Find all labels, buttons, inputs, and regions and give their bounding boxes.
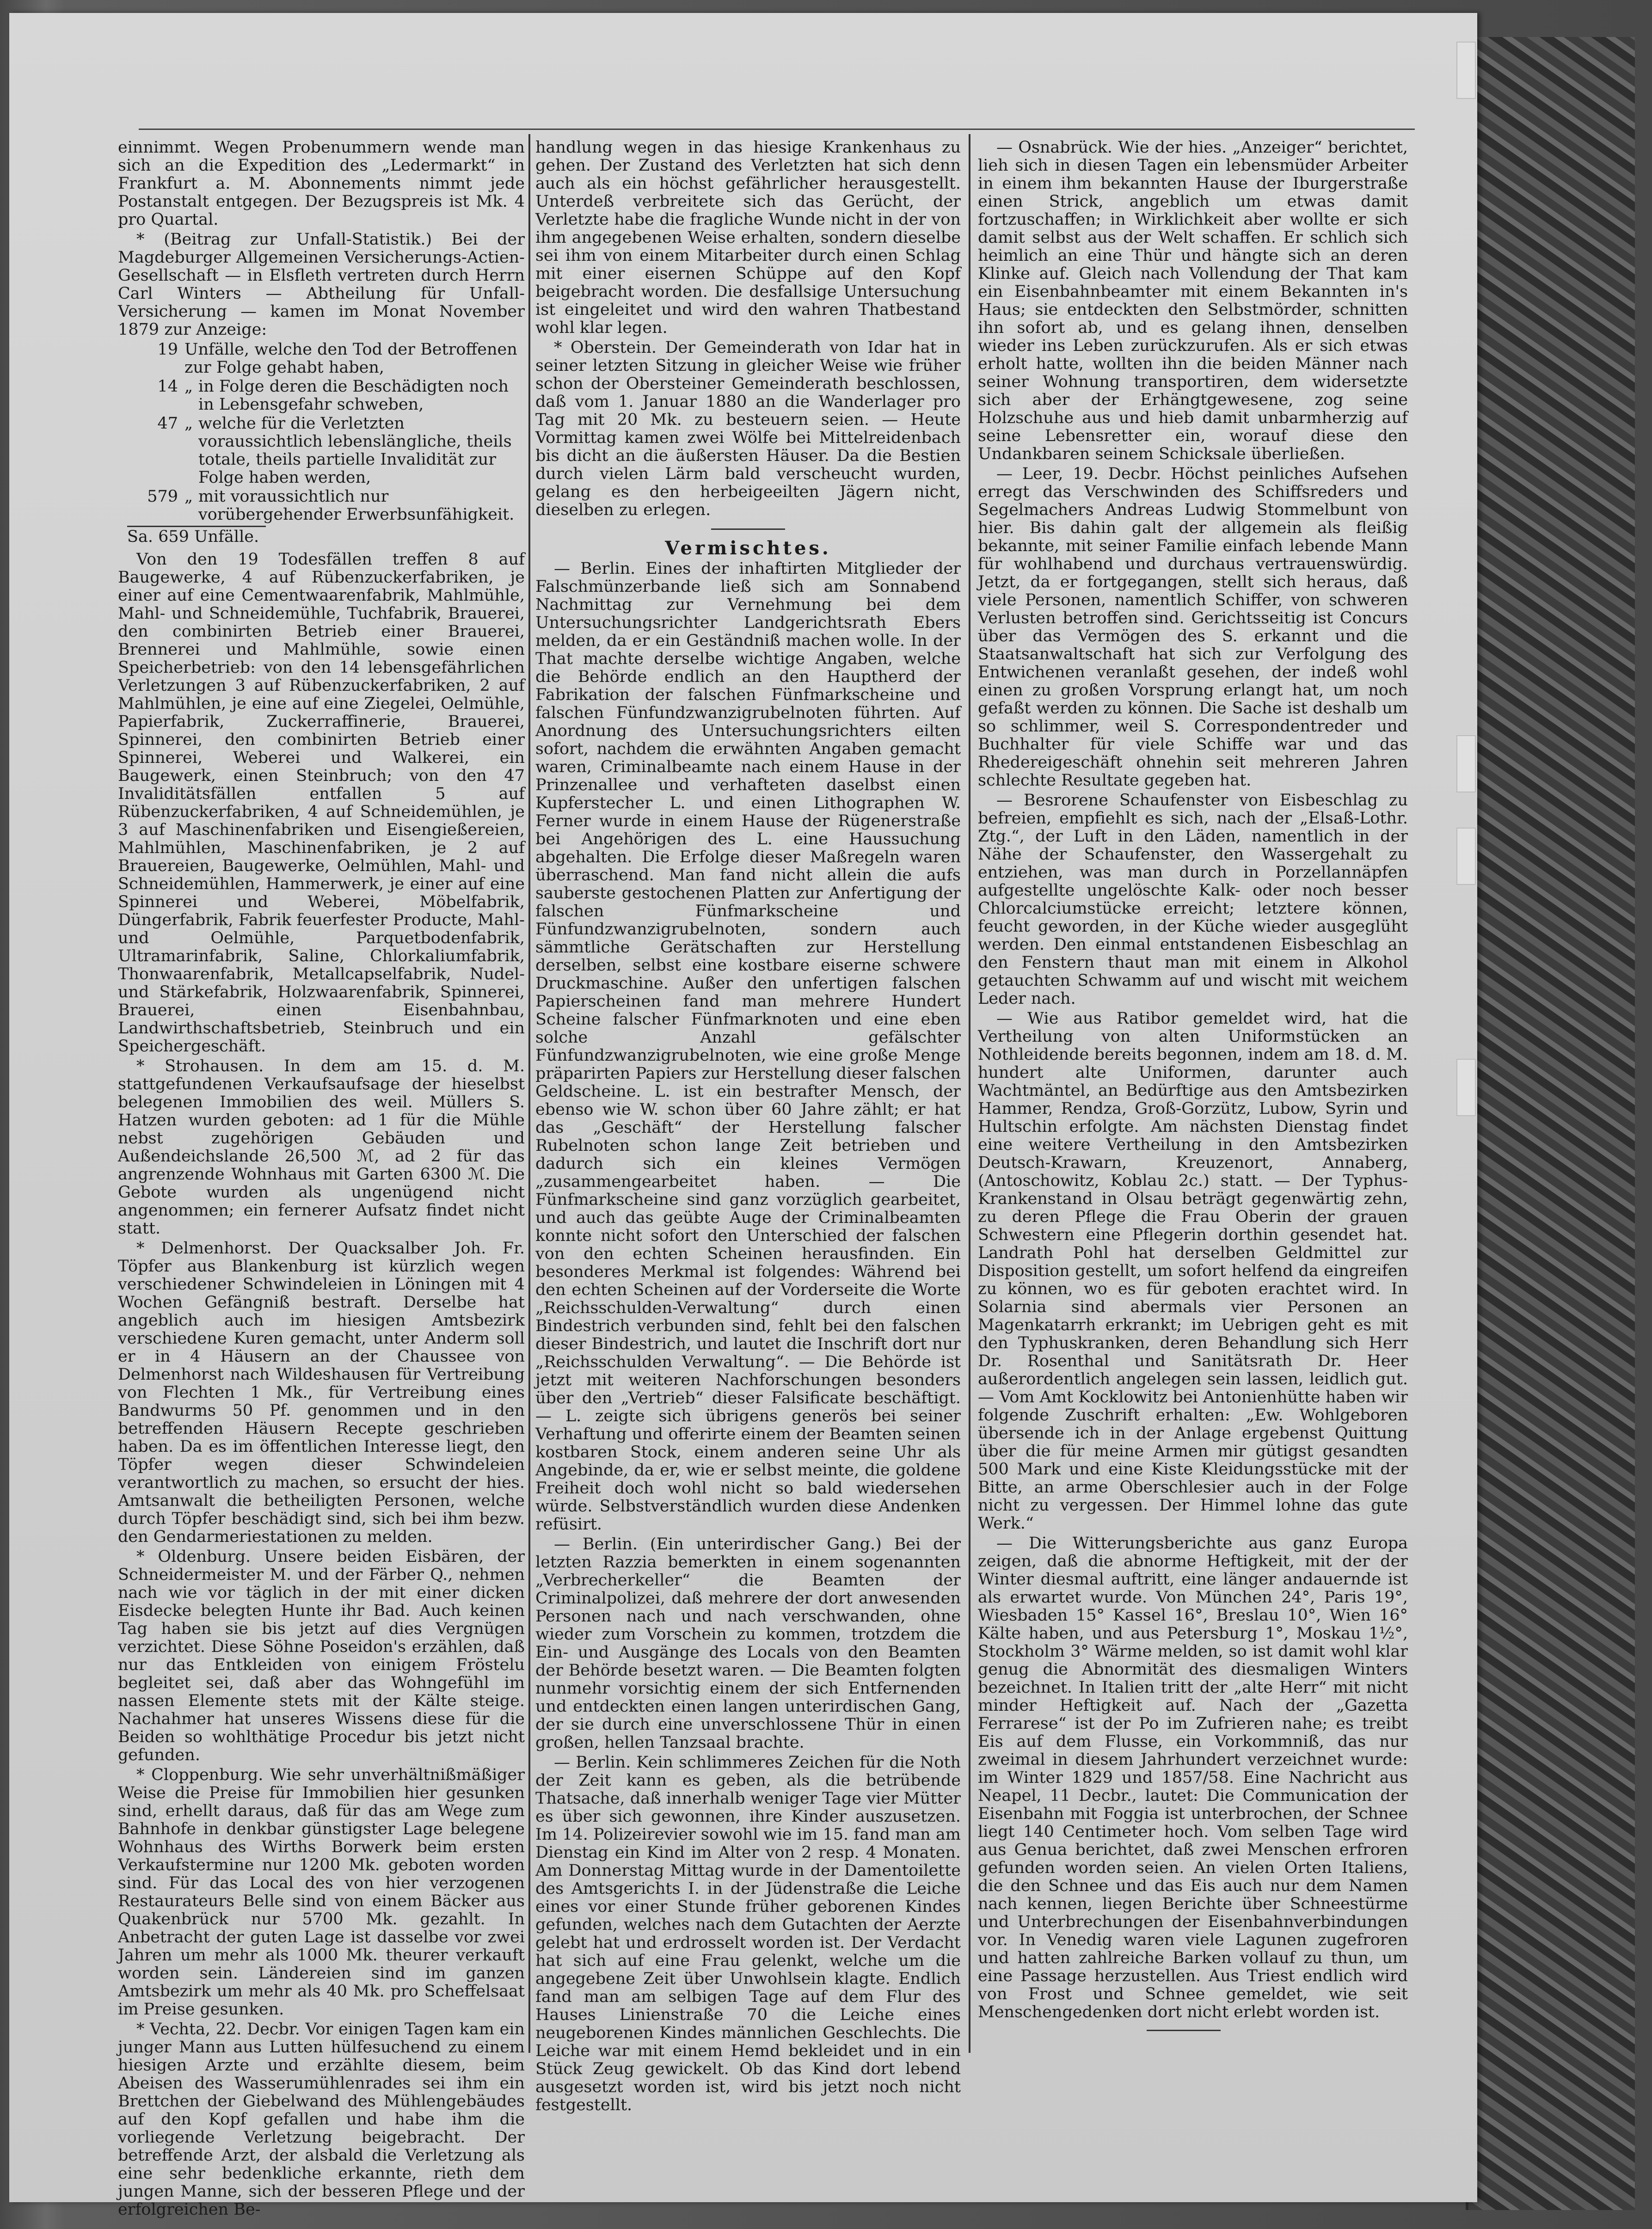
column-1 <box>118 138 525 2219</box>
paragraph: * Strohausen. In dem am 15. d. M. stattgefundenen Verkaufsaufsage der hieselbst belegenen Immobilien des weil. Müllers S. Hatzen wurden geboten: ad 1 für die Mühle nebst zugehörigen Gebäuden und Außendeichslande 26,500 ℳ, ad 2 für das angrenzende Wohnhaus mit Garten 6300 ℳ. Die Gebote wurden als ungenügend nicht angenommen; ein fernerer Aufsatz findet nicht statt. <box>118 1057 525 1238</box>
stat-row: 47 „ welche für die Verletzten voraussichtlich lebenslängliche, theils totale, theils partielle Invalidität zur Folge haben werden, <box>157 414 512 487</box>
stat-row: 579 „ mit voraussichtlich nur vorübergehender Erwerbsunfähigkeit. <box>147 487 515 524</box>
stat-sum: Sa. 659 Unfälle. <box>127 526 266 546</box>
paragraph: — Berlin. (Ein unterirdischer Gang.) Bei der letzten Razzia bemerkten in einem sogenannten „Verbrecherkeller“ die Beamten der Criminalpolizei, daß mehrere der dort anwesenden Personen nach und nach verschwanden, ohne wieder zum Vorschein zu kommen, trotzdem die Ein- und Ausgänge des Locals von den Beamten der Behörde besetzt waren. — Die Beamten folgten nunmehr vorsichtig einem der sich Entfernenden und entdeckten einen langen unterirdischen Gang, der sie durch eine unverschlossene Thür in einen großen, hellen Tanzsaal brachte. <box>535 1535 961 1752</box>
book-cover-edge <box>1466 37 1635 2210</box>
paragraph: — Berlin. Kein schlimmeres Zeichen für die Noth der Zeit kann es geben, als die betrübende Thatsache, daß innerhalb weniger Tage vier Mütter es über sich gewonnen, ihre Kinder auszusetzen. Im 14. Polizeirevier sowohl wie im 15. fand man am Dienstag ein Kind im Alter von 2 resp. 4 Monaten. Am Donnerstag Mittag wurde in der Damentoilette des Amtsgerichts I. in der Jüdenstraße die Leiche eines vor einer Stunde früher geborenen Kindes gefunden, welches nach dem Gutachten der Aerzte gelebt hat und erdrosselt worden ist. Der Verdacht hat sich auf eine Frau gelenkt, welche um die angegebene Zeit über Unwohlsein klagte. Endlich fand man am selbigen Tage auf dem Flur des Hauses Linienstraße 70 die Leiche eines neugeborenen Kindes männlichen Geschlechts. Die Leiche war mit einem Hemd bekleidet und in ein Stück Zeug gewickelt. Ob das Kind dort lebend ausgesetzt worden ist, wird bis jetzt noch nicht festgestellt. <box>535 1753 961 2114</box>
paragraph: * Delmenhorst. Der Quacksalber Joh. Fr. Töpfer aus Blankenburg ist kürzlich wegen verschiedener Schwindeleien in Löningen mit 4 Wochen Gefängniß bestraft. Derselbe hat angeblich auch im hiesigen Amtsbezirk verschiedene Kuren gemacht, unter Anderm soll er in 4 Häusern an der Chaussee von Delmenhorst nach Wildeshausen für Vertreibung von Flechten 1 Mk., für Vertreibung eines Bandwurms 50 Pf. genommen und in den betreffenden Häusern Recepte geschrieben haben. Da es im öffentlichen Interesse liegt, den Töpfer wegen dieser Schwindeleien verantwortlich zu machen, so ersucht der hies. Amtsanwalt die betheiligten Personen, welche durch Töpfer beschädigt sind, sich bei ihm bezw. den Gendarmeriestationen zu melden. <box>118 1239 525 1546</box>
paragraph: Von den 19 Todesfällen treffen 8 auf Baugewerke, 4 auf Rübenzuckerfabriken, je einer auf eine Cementwaarenfabrik, Mahlmühle, Mahl- und Schneidemühle, Tuchfabrik, Brauerei, den combinirten Betrieb einer Brauerei, Brennerei und Mahlmühle, sowie einen Speicherbetrieb: von den 14 lebensgefährlichen Verletzungen 3 auf Rübenzuckerfabriken, 2 auf Mahlmühlen, je eine auf eine Ziegelei, Oelmühle, Papierfabrik, Zuckerraffinerie, Brauerei, Spinnerei, den combinirten Betrieb einer Spinnerei, Weberei und Walkerei, ein Baugewerk, einen Steinbruch; von den 47 Invaliditätsfällen entfallen 5 auf Rübenzuckerfabriken, 4 auf Schneidemühlen, je 3 auf Maschinenfabriken und Eisengießereien, Mahlmühlen, Maschinenfabriken, je 2 auf Brauereien, Baugewerke, Oelmühlen, Mahl- und Schneidemühlen, Hammerwerk, je einer auf eine Spinnerei und Weberei, Möbelfabrik, Düngerfabrik, Fabrik feuerfester Producte, Mahl- und Oelmühle, Parquetbodenfabrik, Ultramarinfabrik, Saline, Chlorkaliumfabrik, Thonwaarenfabrik, Metallcapselfabrik, Nudel- und Stärkefabrik, Holzwaarenfabrik, Spinnerei, Brauerei, einen Eisenbahnbau, Landwirthschaftsbetrieb, Steinbruch und ein Speichergeschäft. <box>118 550 525 1056</box>
stat-row: 14 „ in Folge deren die Beschädigten noch in Lebensgefahr schweben, <box>157 377 509 414</box>
paragraph: — Wie aus Ratibor gemeldet wird, hat die Vertheilung von alten Uniformstücken an Nothleidende bereits begonnen, indem am 18. d. M. hundert alte Uniformen, darunter auch Wachtmäntel, an Bedürftige aus den Amtsbezirken Hammer, Rendza, Groß-Gorzütz, Lubow, Syrin und Hultschin erfolgte. Am nächsten Dienstag findet eine weitere Vertheilung in den Amtsbezirken Deutsch-Krawarn, Kreuzenort, Annaberg, (Antoschowitz, Koblau 2c.) statt. — Der Typhus-Krankenstand in Olsau beträgt gegenwärtig zehn, zu deren Pflege die Frau Oberin der grauen Schwestern eine Pflegerin dorthin gesendet hat. Landrath Pohl hat derselben Geldmittel zur Disposition gestellt, um sofort helfend da eingreifen zu können, wo es für geboten erachtet wird. In Solarnia sind abermals vier Personen an Magenkatarrh erkrankt; im Uebrigen geht es mit den Typhuskranken, deren Behandlung sich Herr Dr. Rosenthal und Sanitätsrath Dr. Heer außerordentlich angelegen sein lassen, leidlich gut. — Vom Amt Kocklowitz bei Antonienhütte haben wir folgende Zuschrift erhalten: „Ew. Wohlgeboren übersende ich in der Anlage ergebenst Quittung über die für meine Armen mir gütigst gesandten 500 Mark und eine Kiste Kleidungsstücke mit der Bitte, an arme Oberschlesier auch in der Folge nicht zu vergessen. Der Himmel lohne das gute Werk.“ <box>978 1009 1408 1533</box>
paragraph: — Besrorene Schaufenster von Eisbeschlag zu befreien, empfiehlt es sich, nach der „Elsaß-Lothr. Ztg.“, der Luft in den Läden, namentlich in der Nähe der Schaufenster, den Wassergehalt zu entziehen, was man durch in Porzellannäpfen aufgestellte ungelöschte Kalk- oder noch besser Chlorcalciumstücke erreicht; letztere können, feucht geworden, in der Küche wieder ausgeglüht werden. Den einmal entstandenen Eisbeschlag an den Fenstern thaut man mit einem in Alkohol getauchten Schwamm auf und wischt mit weichem Leder nach. <box>978 791 1408 1008</box>
paragraph: einnimmt. Wegen Probenummern wende man sich an die Expedition des „Ledermarkt“ in Frankfurt a. M. Abonnements nimmt jede Postanstalt entgegen. Der Bezugspreis ist Mk. 4 pro Quartal. <box>118 138 525 229</box>
paragraph: — Leer, 19. Decbr. Höchst peinliches Aufsehen erregt das Verschwinden des Schiffsreders und Segelmachers Andreas Ludwig Stommelbunt von hier. Bis dahin galt der allgemein als fleißig bekannte, mit seiner Familie einfach lebende Mann für wohlhabend und durchaus vertrauenswürdig. Jetzt, da er fortgegangen, stellt sich heraus, daß viele Personen, namentlich Schiffer, von schweren Verlusten betroffen sind. Gerichtsseitig ist Concurs über das Vermögen des S. erkannt und die Staatsanwaltschaft hat sich zur Verfolgung des Entwichenen veranlaßt gesehen, der indeß wohl einen zu großen Vorsprung erlangt hat, um noch gefaßt werden zu können. Die Sache ist deshalb um so schlimmer, weil S. Correspondentreder und Buchhalter für viele Schiffe war und das Rhedereigeschäft ohnehin seit mehreren Jahren schlechte Resultate gegeben hat. <box>978 465 1408 790</box>
column-3 <box>978 139 1408 2104</box>
paragraph: * Oberstein. Der Gemeinderath von Idar hat in seiner letzten Sitzung in gleicher Weise wie früher schon der Obersteiner Gemeinderath beschlossen, daß vom 1. Januar 1880 an die Wanderlager pro Tag mit 20 Mk. zu besteuern seien. — Heute Vormittag kamen zwei Wölfe bei Mittelreidenbach bis dicht an die äußersten Häuser. Da die Bestien durch vielen Lärm bald verscheucht wurden, gelang es den herbeigeeilten Jägern nicht, dieselben zu erlegen. <box>535 338 961 519</box>
page-edge-tabs <box>1456 42 1475 2076</box>
end-rule <box>1147 2030 1221 2031</box>
paragraph: — Osnabrück. Wie der hies. „Anzeiger“ berichtet, lieh sich in diesen Tagen ein lebensmüder Arbeiter in einem ihm bekannten Hause der Iburgerstraße einen Strick, angeblich um etwas damit fortzuschaffen; in Wirklichkeit aber wollte er sich damit selbst aus der Welt schaffen. Er schlich sich heimlich an eine Thür und hängte sich an deren Klinke auf. Gleich nach Vollendung der That kam ein Eisenbahnbeamter mit einem Bekannten in's Haus; sie entdeckten den Selbstmörder, schnitten ihn sofort ab, und es gelang ihnen, denselben wieder ins Leben zurückzurufen. Als er sich etwas erholt hatte, wollten ihn die beiden Männer nach seiner Wohnung transportiren, dem widersetzte sich aber der Erhängtgewesene, zog seine Holzschuhe aus und hieb damit unbarmherzig auf seine Lebensretter ein, worauf diese den Undankbaren seinem Schicksale überließen. <box>978 138 1408 463</box>
paragraph: * Oldenburg. Unsere beiden Eisbären, der Schneidermeister M. und der Färber Q., nehmen nach wie vor täglich in der mit einer dicken Eisdecke belegten Hunte ihr Bad. Auch keinen Tag haben sie bis jetzt auf dies Vergnügen verzichtet. Diese Söhne Poseidon's erzählen, daß nur das Entkleiden von einigem Fröstelu begleitet sei, daß aber das Wohngefühl im nassen Elemente stets mit der Kälte steige. Nachahmer hat unseres Wissens diese für die Beiden so wohlthätige Procedur bis jetzt nicht gefunden. <box>118 1547 525 1764</box>
section-divider <box>711 528 785 530</box>
column-2 <box>535 138 961 2114</box>
paragraph: — Die Witterungsberichte aus ganz Europa zeigen, daß die abnorme Heftigkeit, mit der der Winter diesmal auftritt, eine länger andauernde ist als erwartet wurde. Von München 24°, Paris 19°, Wiesbaden 15° Kassel 16°, Breslau 10°, Wien 16° Kälte haben, und aus Petersburg 1°, Moskau 1¹⁄₂°, Stockholm 3° Wärme melden, so ist damit wohl klar genug die Abnormität des diesmaligen Winters bezeichnet. In Italien tritt der „alte Herr“ mit nicht minder Heftigkeit auf. Nach der „Gazetta Ferrarese“ ist der Po im Zufrieren nahe; es treibt Eis auf dem Flusse, ein Vorkommniß, das nur zweimal in diesem Jahrhundert verzeichnet wurde: im Winter 1829 und 1857/58. Eine Nachricht aus Neapel, 11 Decbr., lautet: Die Communication der Eisenbahn mit Foggia ist unterbrochen, der Schnee liegt 140 Centimeter hoch. Vom selben Tage wird aus Genua berichtet, daß zwei Menschen erfroren gefunden worden seien. An vielen Orten Italiens, die den Schnee und das Eis auch nur dem Namen nach kennen, liegen Berichte über Schneestürme und Unterbrechungen der Eisenbahnverbindungen vor. In Venedig waren viele Lagunen zugefroren und hatten zahlreiche Barken vollauf zu thun, um eine Passage herzustellen. Aus Triest endlich wird von Frost und Schnee gemeldet, wie seit Menschengedenken dort nicht erlebt worden ist. <box>978 1534 1408 2021</box>
section-heading: Vermischtes. <box>665 537 831 559</box>
paragraph: * Cloppenburg. Wie sehr unverhältnißmäßiger Weise die Preise für Immobilien hier gesunken sind, erhellt daraus, daß für das am Wege zum Bahnhofe in denkbar günstigster Lage belegene Wohnhaus des Wirths Borwerk beim ersten Verkaufstermine nur 1200 Mk. geboten worden sind. Für das Local des von hier verzogenen Restaurateurs Belle sind von einem Bäcker aus Quakenbrück nur 5700 Mk. gezahlt. In Anbetracht der guten Lage ist dasselbe vor zwei Jahren um mehr als 1000 Mk. theurer verkauft worden sein. Ländereien sind im ganzen Amtsbezirk um mehr als 40 Mk. pro Scheffelsaat im Preise gesunken. <box>118 1766 525 2019</box>
paragraph: — Berlin. Eines der inhaftirten Mitglieder der Falschmünzerbande ließ sich am Sonnabend Nachmittag zur Vernehmung bei dem Untersuchungsrichter Landgerichtsrath Ebers melden, da er ein Geständniß machen wolle. In der That machte derselbe wichtige Angaben, welche die Behörde endlich an den Hauptherd der Fabrikation der falschen Fünfmarkscheine und falschen Fünfundzwanzigrubelnoten führten. Auf Anordnung des Untersuchungsrichters eilten sofort, nachdem die erwähnten Angaben gemacht waren, Criminalbeamte nach einem Hause in der Prinzenallee und verhafteten daselbst einen Kupferstecher L. und einen Lithographen W. Ferner wurde in einem Hause der Rügenerstraße bei Angehörigen des L. eine Haussuchung abgehalten. Die Erfolge dieser Maßregeln waren überraschend. Man fand nicht allein die aufs sauberste gestochenen Platten zur Anfertigung der falschen Fünfmarkscheine und Fünfundzwanzigrubelnoten, sondern auch sämmtliche Gerätschaften zur Herstellung derselben, selbst eine kostbare eiserne schwere Druckmaschine. Außer den unfertigen falschen Papierscheinen fand man mehrere Hundert Scheine falscher Fünfmarknoten und eine eben solche Anzahl gefälschter Fünfundzwanzigrubelnoten, wie eine große Menge präparirten Papiers zur Herstellung dieser falschen Geldscheine. L. ist ein bestrafter Mensch, der ebenso wie W. schon über 60 Jahre zählt; er hat das „Geschäft“ der Herstellung falscher Rubelnoten schon lange Zeit betrieben und dadurch sich ein kleines Vermögen „zusammengearbeitet haben. — Die Fünfmarkscheine sind ganz vorzüglich gearbeitet, und auch das geübte Auge der Criminalbeamten konnte nicht sofort den Unterschied der falschen von den echten Scheinen herausfinden. Ein besonderes Merkmal ist folgendes: Während bei den echten Scheinen auf der Vorderseite die Worte „Reichsschulden-Verwaltung“ durch einen Bindestrich verbunden sind, fehlt bei den falschen dieser Bindestrich, und lautet die Inschrift dort nur „Reichsschulden Verwaltung“. — Die Behörde ist jetzt mit weiteren Nachforschungen besonders über den „Vertrieb“ dieser Falsificate beschäftigt. — L. zeigte sich übrigens generös bei seiner Verhaftung und offerirte einem der Beamten seinen kostbaren Stock, einem anderen seine Uhr als Angebinde, da er, wie er selbst meinte, die goldene Freiheit doch wohl nicht so bald wiedersehen würde. Selbstverständlich wurden diese Andenken refüsirt. <box>535 559 961 1534</box>
header-rule <box>139 129 1415 130</box>
column-rule-1 <box>528 134 530 2053</box>
accident-stats <box>127 341 525 546</box>
paragraph: handlung wegen in das hiesige Krankenhaus zu gehen. Der Zustand des Verletzten hat sich denn auch als ein höchst gefährlicher herausgestellt. Unterdeß verbreitete sich das Gerücht, der Verletzte habe die fragliche Wunde nicht in der von ihm angegebenen Weise erhalten, sondern dieselbe sei ihm von einem Mitarbeiter durch einen Schlag mit einer eisernen Schüppe auf den Kopf beigebracht worden. Die desfallsige Untersuchung ist eingeleitet und wird den wahren Thatbestand wohl klar legen. <box>535 138 961 337</box>
paragraph: * (Beitrag zur Unfall-Statistik.) Bei der Magdeburger Allgemeinen Versicherungs-Actien-Gesellschaft — in Elsfleth vertreten durch Herrn Carl Winters — Abtheilung für Unfall-Versicherung — kamen im Monat November 1879 zur Anzeige: <box>118 230 525 339</box>
paragraph: * Vechta, 22. Decbr. Vor einigen Tagen kam ein junger Mann aus Lutten hülfesuchend zu einem hiesigen Arzte und erzählte diesem, beim Abeisen des Wasserumühlenrades sei ihm ein Brettchen der Giebelwand des Mühlengebäudes auf den Kopf gefallen und habe ihm die vorliegende Verletzung beigebracht. Der betreffende Arzt, der alsbald die Verletzung als eine sehr bedenkliche erkannte, rieth dem jungen Manne, sich der besseren Pflege und der erfolgreichen Be- <box>118 2020 525 2219</box>
stat-row: 19 Unfälle, welche den Tod der Betroffenen zur Folge gehabt haben, <box>157 340 517 377</box>
column-rule-2 <box>969 134 970 2053</box>
